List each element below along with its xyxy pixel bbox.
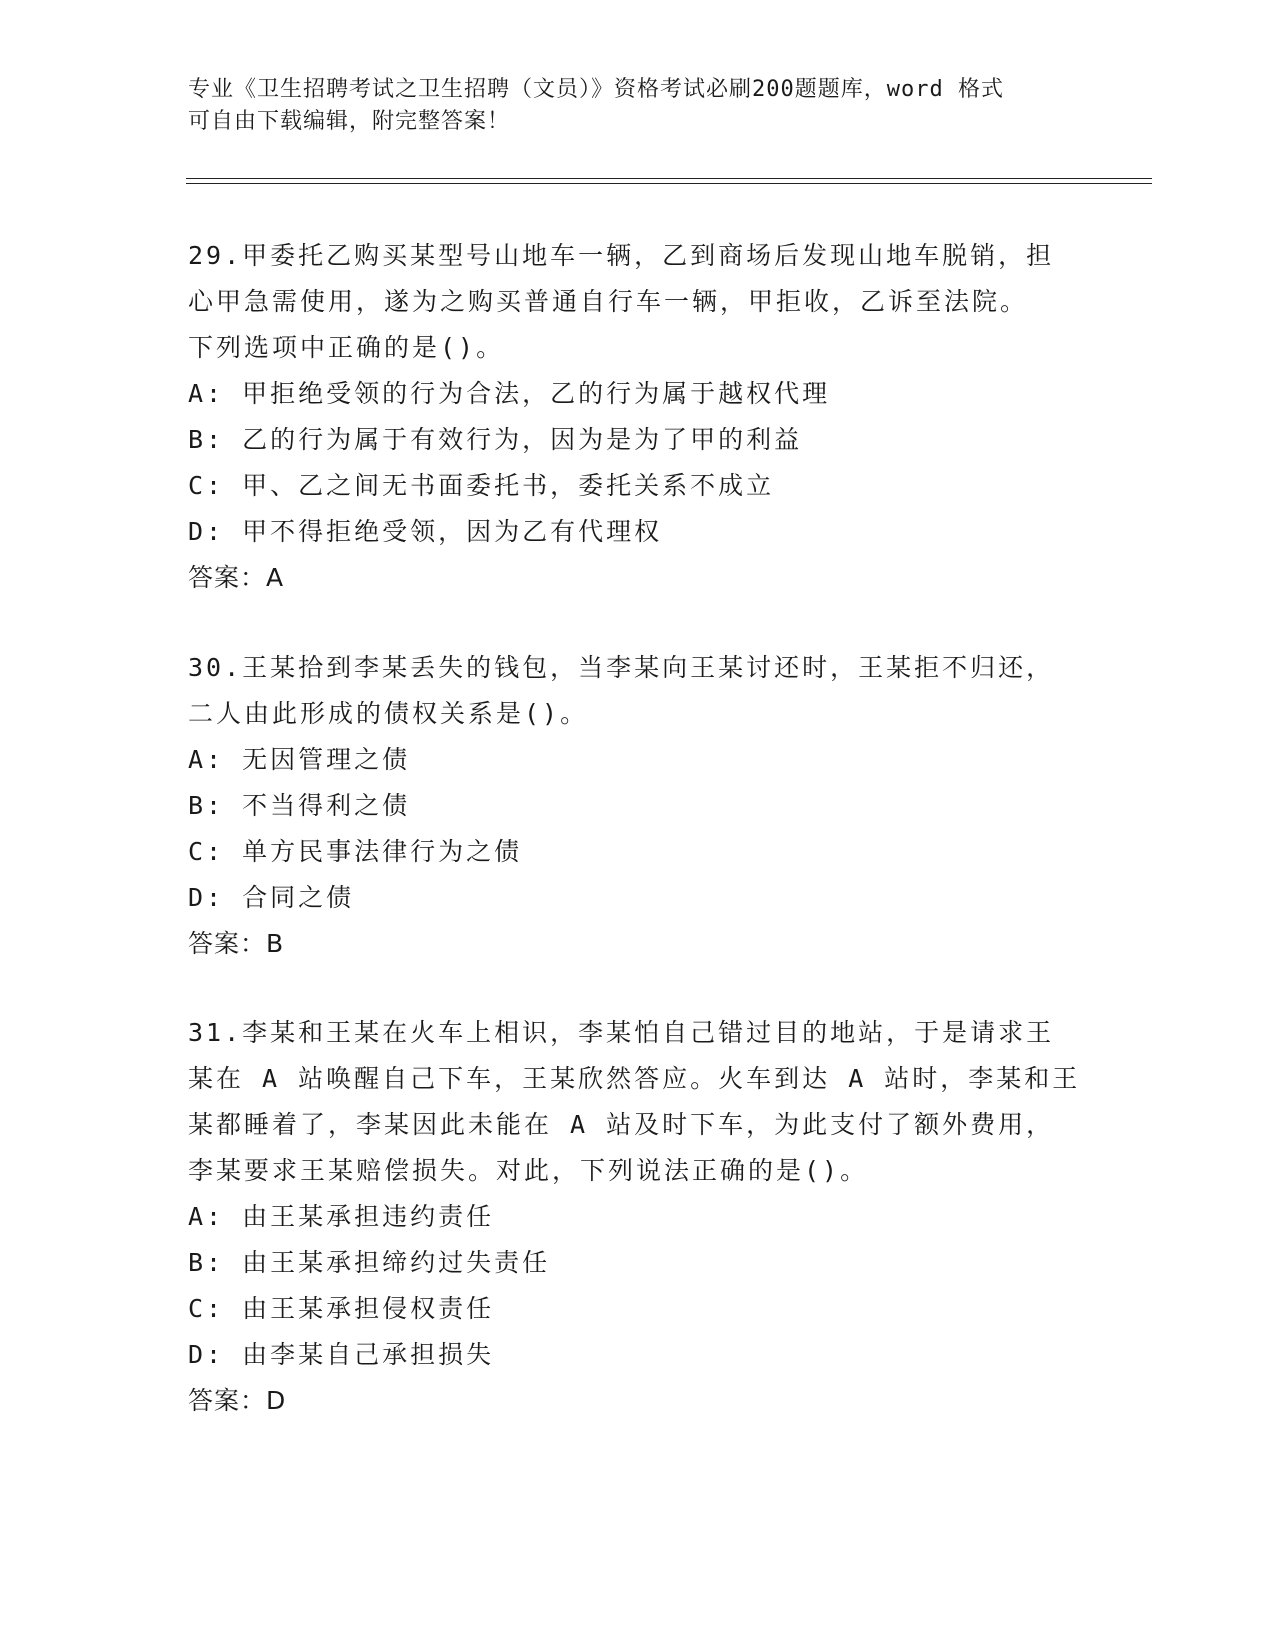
option-d: D: 合同之债 — [188, 883, 355, 912]
question-text-line: 31.李某和王某在火车上相识，李某怕自己错过目的地站，于是请求王 — [188, 1018, 1055, 1047]
question-text-line: 某在 A 站唤醒自己下车，王某欣然答应。火车到达 A 站时，李某和王 — [188, 1064, 1081, 1093]
option-b: B: 不当得利之债 — [188, 791, 411, 820]
answer-label: 答案：D — [188, 1386, 287, 1415]
option-a: A: 由王某承担违约责任 — [188, 1202, 495, 1231]
question-text-line: 30.王某拾到李某丢失的钱包，当李某向王某讨还时，王某拒不归还， — [188, 653, 1055, 682]
header-line-2: 可自由下载编辑，附完整答案！ — [188, 109, 511, 134]
option-b: B: 乙的行为属于有效行为，因为是为了甲的利益 — [188, 425, 803, 454]
option-a: A: 甲拒绝受领的行为合法，乙的行为属于越权代理 — [188, 379, 831, 408]
option-a: A: 无因管理之债 — [188, 745, 411, 774]
question-text-line: 29.甲委托乙购买某型号山地车一辆，乙到商场后发现山地车脱销，担 — [188, 241, 1055, 270]
question-text-line: 二人由此形成的债权关系是()。 — [188, 699, 589, 728]
question-30 — [188, 645, 1088, 967]
header-divider-bottom — [186, 183, 1152, 184]
option-b: B: 由王某承担缔约过失责任 — [188, 1248, 551, 1277]
question-text-line: 李某要求王某赔偿损失。对此，下列说法正确的是()。 — [188, 1156, 869, 1185]
question-29 — [188, 233, 1088, 601]
option-d: D: 甲不得拒绝受领，因为乙有代理权 — [188, 517, 663, 546]
question-text-line: 心甲急需使用，遂为之购买普通自行车一辆，甲拒收，乙诉至法院。 — [188, 287, 1029, 316]
question-text-line: 某都睡着了，李某因此未能在 A 站及时下车，为此支付了额外费用， — [188, 1110, 1055, 1139]
document-header — [188, 74, 1068, 138]
header-line-1: 专业《卫生招聘考试之卫生招聘（文员）》资格考试必刷200题题库，word 格式 — [188, 77, 1004, 102]
question-31 — [188, 1010, 1088, 1424]
question-text-line: 下列选项中正确的是()。 — [188, 333, 505, 362]
option-c: C: 由王某承担侵权责任 — [188, 1294, 495, 1323]
answer-label: 答案：B — [188, 929, 285, 958]
option-c: C: 单方民事法律行为之债 — [188, 837, 523, 866]
option-c: C: 甲、乙之间无书面委托书，委托关系不成立 — [188, 471, 775, 500]
header-divider-top — [186, 178, 1152, 179]
option-d: D: 由李某自己承担损失 — [188, 1340, 495, 1369]
answer-label: 答案：A — [188, 563, 285, 592]
